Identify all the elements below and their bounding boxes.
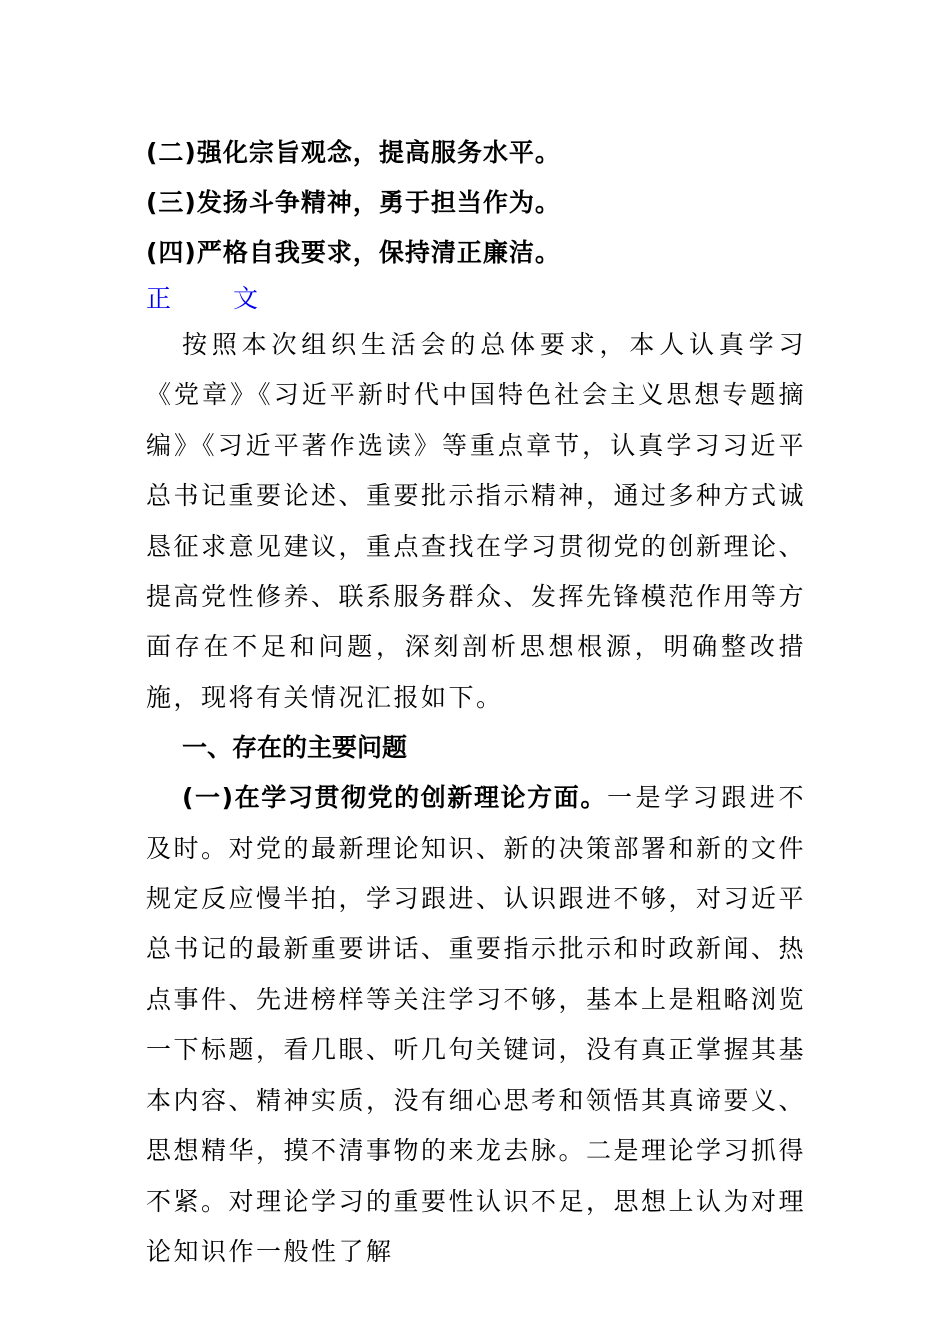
document-page [146,128,806,1277]
subsection-paragraph [146,773,806,1277]
body-link-char-1: 正 [146,284,172,313]
section-heading: 一、存在的主要问题 [182,733,408,763]
toc-item-3[interactable]: (三)发扬斗争精神，勇于担当作为。 [146,188,561,217]
subsection-text: 一是学习跟进不及时。对党的最新理论知识、新的决策部署和新的文件规定反应慢半拍，学习跟进、认识跟进不够，对习近平总书记的最新重要讲话、重要指示批示和时政新闻、热点事件、先进榜样等关注学习不够，基本上是粗略浏览一下标题，看几眼、听几句关键词，没有真正掌握其基本内容、精神实质，没有细心思考和领悟其真谛要义、思想精华，摸不清事物的来龙去脉。二是理论学习抓得不紧。对理论学习的重要性认识不足，思想上认为对理论知识作一般性了解 [146,783,807,1266]
toc-item-4[interactable]: (四)严格自我要求，保持清正廉洁。 [146,238,561,267]
body-link-char-2: 文 [232,284,258,313]
intro-paragraph: 按照本次组织生活会的总体要求，本人认真学习《党章》《习近平新时代中国特色社会主义思想专题摘编》《习近平著作选读》等重点章节，认真学习习近平总书记重要论述、重要批示指示精神，通过多种方式诚恳征求意见建议，重点查找在学习贯彻党的创新理论、提高党性修养、联系服务群众、发挥先锋模范作用等方面存在不足和问题，深刻剖析思想根源，明确整改措施，现将有关情况汇报如下。 [146,330,807,712]
body-text-link[interactable] [146,278,258,320]
subsection-heading: (一)在学习贯彻党的创新理论方面。 [182,783,607,813]
toc-item-2[interactable]: (二)强化宗旨观念，提高服务水平。 [146,138,561,167]
body-link-row [146,278,806,320]
